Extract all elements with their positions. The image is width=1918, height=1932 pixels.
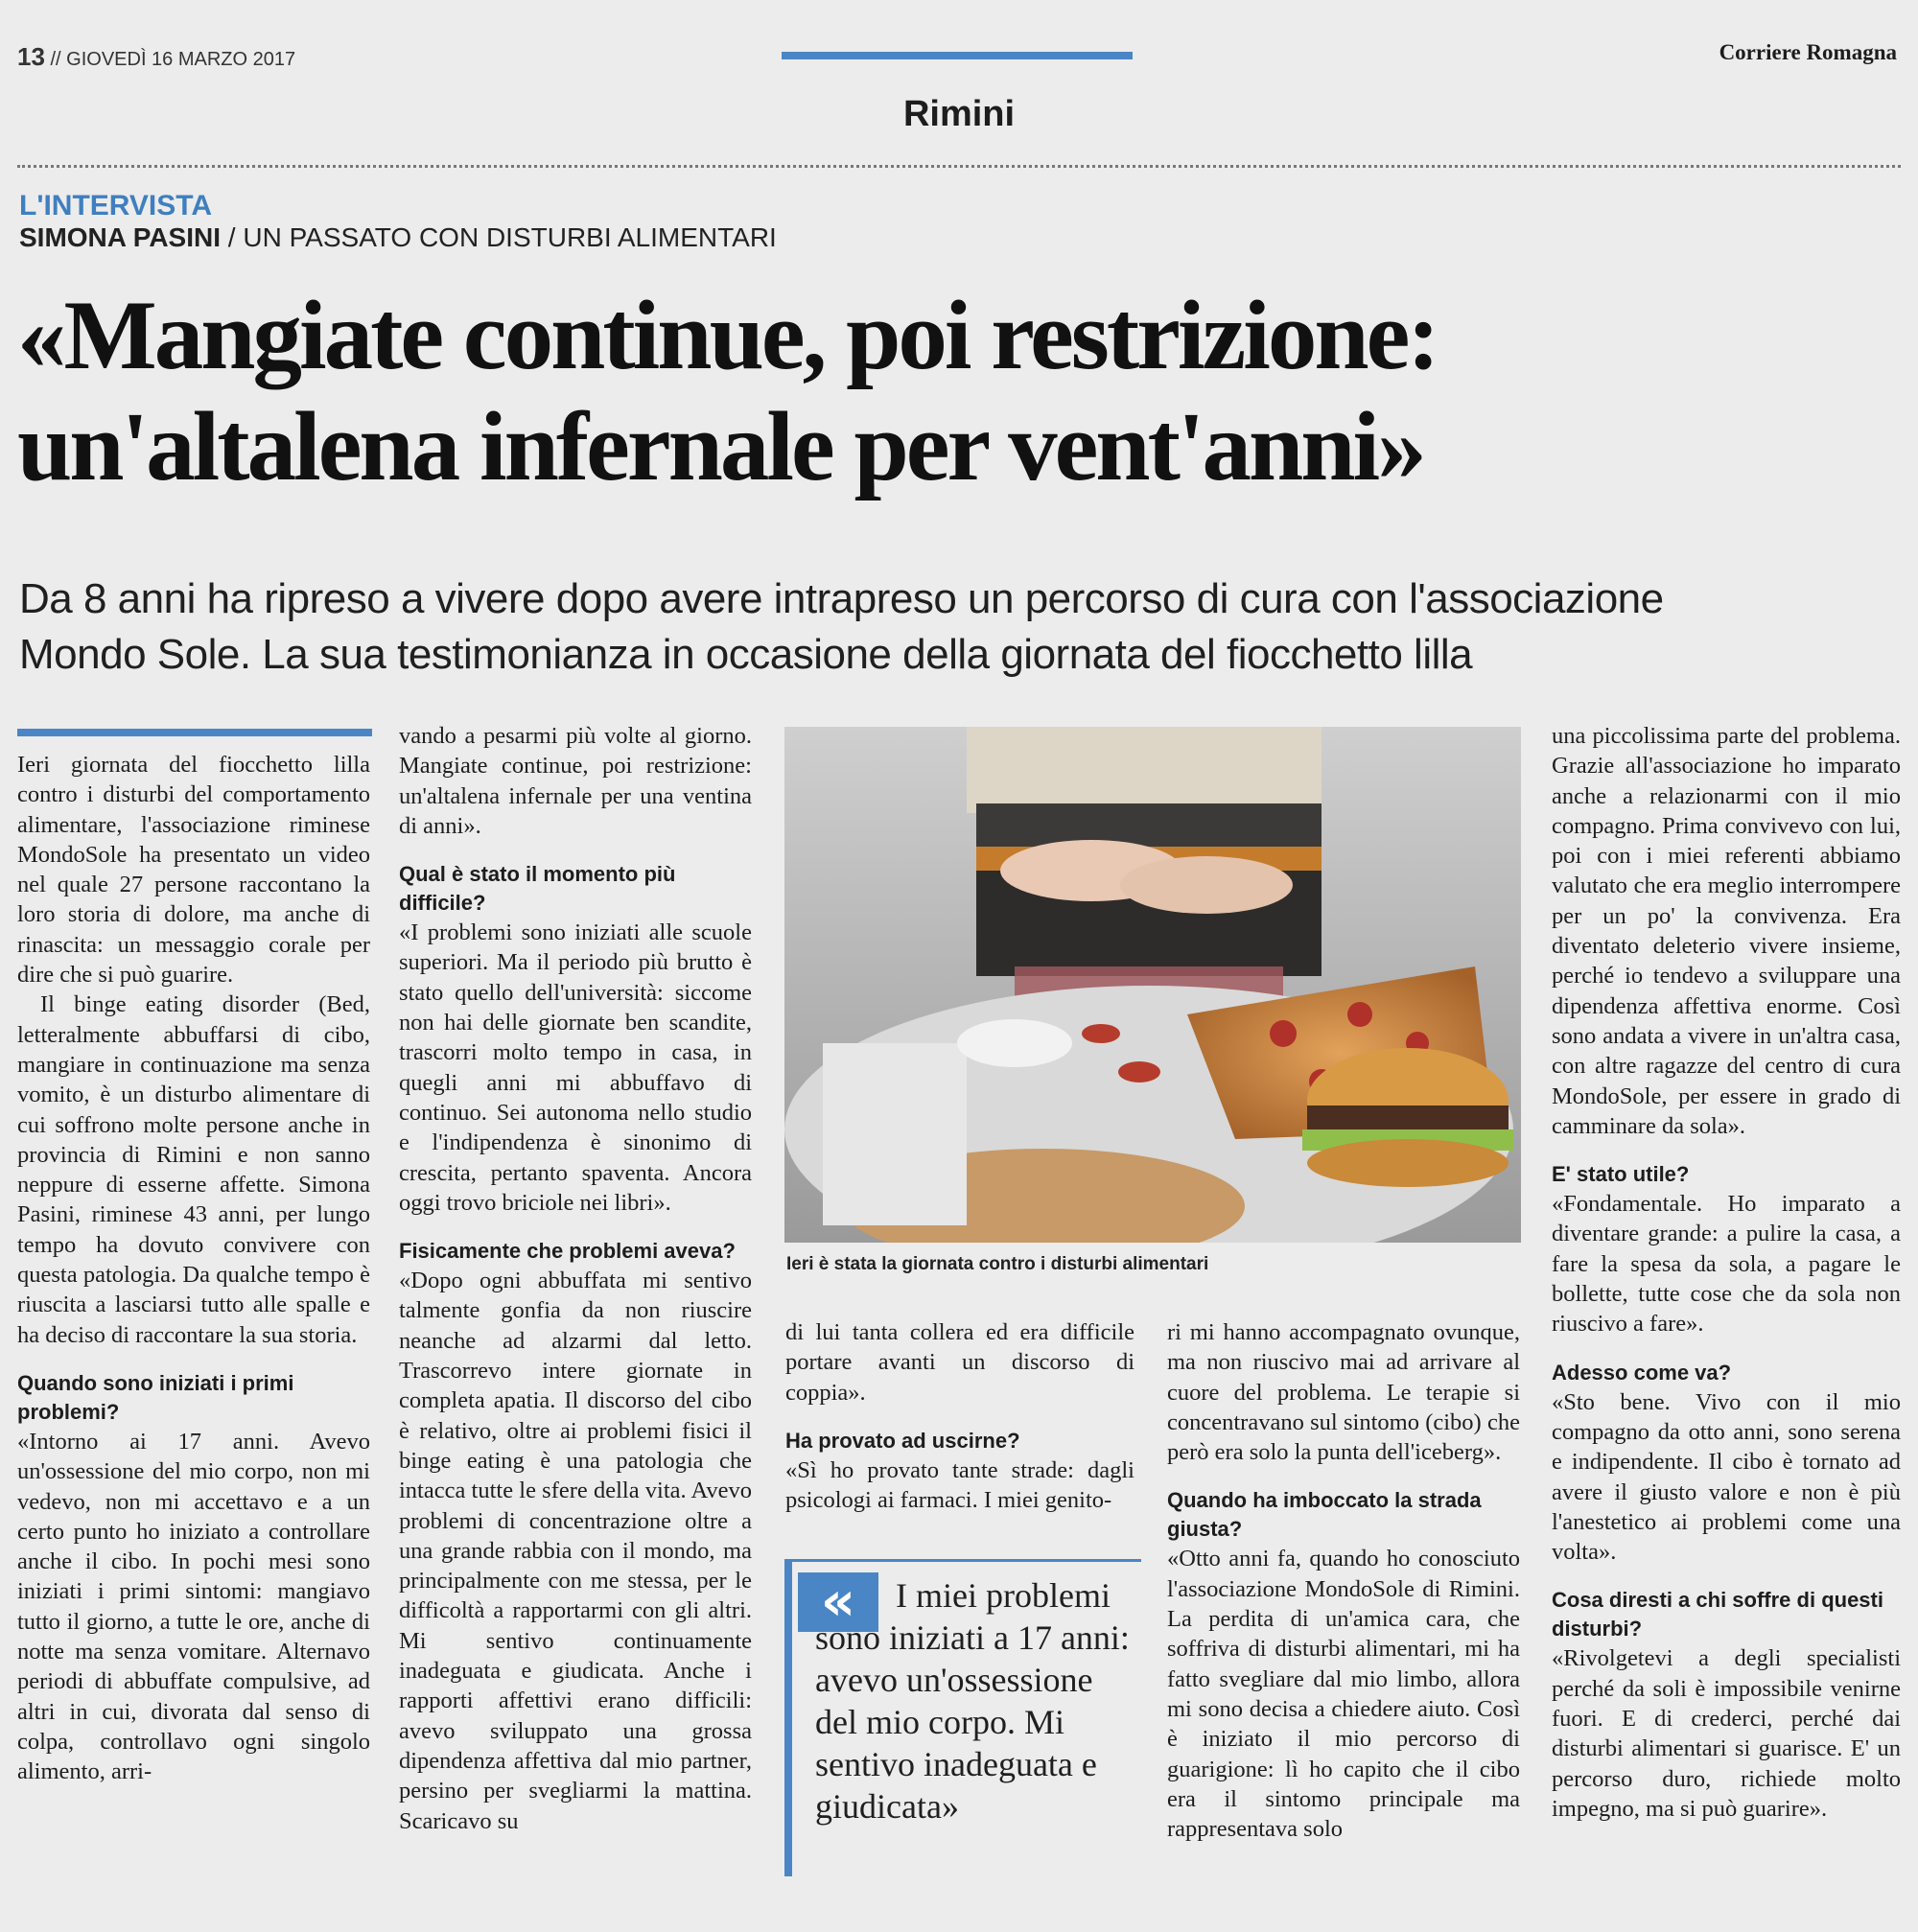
dotted-divider bbox=[17, 165, 1901, 168]
headline-line-1: «Mangiate continue, poi restrizione: bbox=[17, 281, 1438, 390]
subject-name: SIMONA PASINI bbox=[19, 222, 222, 252]
lead-accent-rule bbox=[17, 729, 372, 736]
subject-description: / UN PASSATO CON DISTURBI ALIMENTARI bbox=[221, 222, 777, 252]
body-paragraph: ri mi hanno accompagnato ovunque, ma non riuscivo mai ad arrivare al cuore del problema. Le terapie si concentravano sul sintomo (cibo) che però era solo la punta dell'iceberg». bbox=[1167, 1319, 1520, 1466]
body-paragraph: Il binge eating disorder (Bed, letteralmente abbuffarsi di cibo, mangiare in continuazione ma senza vomito, è un disturbo alimentare di cui soffrono molte persone anche in provincia di Rimini e non sanno neppure di esserne affette. Simona Pasini, riminese 43 anni, per lungo tempo ha dovuto convivere con questa patologia. Da qualche tempo è riuscita a lasciarsi tutto alle spalle e ha deciso di raccontare la sua storia. bbox=[17, 991, 370, 1348]
article-column-1 bbox=[17, 750, 370, 1787]
headline bbox=[17, 280, 1901, 502]
kicker: L'INTERVISTA bbox=[19, 190, 213, 221]
article-column-5 bbox=[1552, 721, 1901, 1824]
section-title: Rimini bbox=[902, 94, 1016, 134]
interview-question: E' stato utile? bbox=[1552, 1162, 1690, 1187]
deck-line-2: Mondo Sole. La sua testimonianza in occasione della giornata del fiocchetto lilla bbox=[19, 631, 1473, 678]
photo-caption: Ieri è stata la giornata contro i disturbi alimentari bbox=[786, 1254, 1209, 1274]
body-paragraph: vando a pesarmi più volte al giorno. Mangiate continue, poi restrizione: un'altalena infernale per una ventina di anni». bbox=[399, 723, 752, 839]
interview-answer: «Intorno ai 17 anni. Avevo un'ossessione del mio corpo, non mi vedevo, non mi accettavo e a un certo punto ho iniziato a controllare anche il cibo. In pochi mesi sono iniziati i primi sintomi: mangiavo tutto il giorno, a tutte le ore, anche di notte ma senza vomitare. Alternavo periodi di abbuffate compulsive, ad altri in cui, divorata dal senso di colpa, controllavo ogni singolo alimento, arri- bbox=[17, 1428, 370, 1785]
top-accent-bar bbox=[782, 52, 1133, 59]
masthead: Corriere Romagna bbox=[1719, 40, 1897, 64]
body-paragraph: una piccolissima parte del problema. Grazie all'associazione ho imparato anche a relazionarmi con il mio compagno. Prima convivevo con lui, poi con i miei referenti abbiamo valutato che era meglio interrompere per un po' la convivenza. Era diventato deleterio vivere insieme, perché io tendevo a sviluppare una dipendenza affettiva enorme. Così sono andata a vivere in un'altra casa, con altre ragazze del centro di cura MondoSole, per essere in grado di camminare da sola». bbox=[1552, 723, 1901, 1139]
deck-line-1: Da 8 anni ha ripreso a vivere dopo avere intrapreso un percorso di cura con l'associazione bbox=[19, 575, 1664, 622]
interview-answer: «Dopo ogni abbuffata mi sentivo talmente gonfia da non riuscire neanche ad alzarmi dal letto. Trascorrevo intere giornate in completa apatia. Il discorso del cibo è relativo, oltre ai problemi fisici il binge eating è una patologia che intacca tutte le sfere della vita. Avevo problemi di concentrazione oltre a una grande rabbia con il mondo, ma principalmente con me stessa, per le difficoltà a rapportarmi con gli altri. Mi sentivo continuamente inadeguata e giudicata. Anche i rapporti affettivi erano difficili: avevo sviluppato una grossa dipendenza affettiva dal mio partner, persino per svegliarmi la mattina. Scaricavo su bbox=[399, 1268, 752, 1834]
body-paragraph: di lui tanta collera ed era difficile portare avanti un discorso di coppia». bbox=[785, 1319, 1134, 1406]
interview-answer: «I problemi sono iniziati alle scuole superiori. Ma il periodo più brutto è stato quello dell'università: siccome non hai delle giornate ben scandite, trascorri molto tempo in casa, in quegli anni mi abbuffavo di continuo. Sei autonoma nello studio e l'indipendenza è sinonimo di crescita, pertanto spaventa. Ancora oggi trovo briciole nei libri». bbox=[399, 919, 752, 1216]
interview-answer: «Fondamentale. Ho imparato a diventare grande: a pulire la casa, a fare la spesa da sola, a pagare le bollette, tutte cose che da sola non riuscivo a fare». bbox=[1552, 1191, 1901, 1338]
article-photo bbox=[784, 727, 1521, 1243]
article-column-2 bbox=[399, 721, 752, 1836]
interview-question: Qual è stato il momento più difficile? bbox=[399, 862, 676, 916]
interview-question: Ha provato ad uscirne? bbox=[785, 1428, 1020, 1453]
interview-question: Quando sono iniziati i primi problemi? bbox=[17, 1370, 294, 1424]
issue-date: // GIOVEDÌ 16 MARZO 2017 bbox=[50, 49, 296, 70]
pull-quote: I miei problemi sono iniziati a 17 anni: avevo un'ossessione del mio corpo. Mi sentivo inadeguata e giudicata» bbox=[815, 1576, 1130, 1826]
interview-question: Adesso come va? bbox=[1552, 1360, 1732, 1385]
interview-answer: «Sì ho provato tante strade: dagli psicologi ai farmaci. I miei genito- bbox=[785, 1456, 1134, 1514]
page-folio bbox=[17, 42, 295, 72]
food-photo-illustration bbox=[784, 727, 1521, 1243]
article-column-3 bbox=[785, 1317, 1134, 1515]
article-column-4 bbox=[1167, 1317, 1520, 1844]
interview-question: Quando ha imboccato la strada giusta? bbox=[1167, 1488, 1482, 1542]
interview-answer: «Otto anni fa, quando ho conosciuto l'associazione MondoSole di Rimini. La perdita di un'amica cara, che soffriva di disturbi alimentari, mi ha fatto svegliare dal mio limbo, allora mi sono decisa a chiedere aiuto. Così è iniziato il mio percorso di guarigione: lì ho capito che il cibo era il sintomo principale ma rappresentava solo bbox=[1167, 1546, 1520, 1843]
headline-line-2: un'altalena infernale per vent'anni» bbox=[17, 392, 1424, 501]
interview-question: Fisicamente che problemi aveva? bbox=[399, 1239, 736, 1264]
deck bbox=[19, 571, 1899, 683]
page-number: 13 bbox=[17, 42, 45, 71]
interview-subject bbox=[19, 222, 777, 253]
interview-answer: «Sto bene. Vivo con il mio compagno da otto anni, sono serena e indipendente. Il cibo è tornato ad avere il giusto valore e non è più l'anestetico ai problemi come una volta». bbox=[1552, 1388, 1901, 1566]
interview-answer: «Rivolgetevi a degli specialisti perché da soli è impossibile venirne fuori. E di crederci, perché dai disturbi alimentari si guarisce. E' un percorso duro, richiede molto impegno, ma si può guarire». bbox=[1552, 1645, 1901, 1822]
interview-question: Cosa diresti a chi soffre di questi disturbi? bbox=[1552, 1588, 1883, 1641]
body-paragraph: Ieri giornata del fiocchetto lilla contro i disturbi del comportamento alimentare, l'associazione riminese MondoSole ha presentato un video nel quale 27 persone raccontano la loro storia di dolore, ma anche di rinascita: un messaggio corale per dire che si può guarire. bbox=[17, 752, 370, 989]
quote-mark-icon: « bbox=[798, 1572, 878, 1632]
